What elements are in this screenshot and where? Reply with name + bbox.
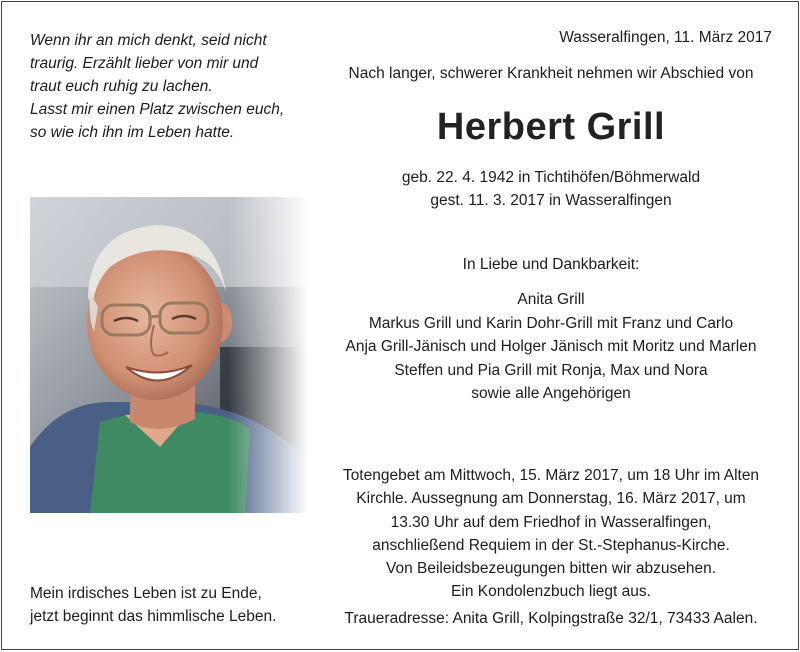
service-line: Von Beileidsbezeugungen bitten wir abzusehen. xyxy=(385,560,717,578)
obituary-notice xyxy=(1,1,799,650)
life-dates xyxy=(320,166,782,212)
birth-date: geb. 22. 4. 1942 in Tichtihöfen/Böhmerwald xyxy=(401,169,701,186)
poem-line: traurig. Erzählt lieber von mir und xyxy=(30,55,259,72)
mourner-line: Markus Grill und Karin Dohr-Grill mit Franz und Carlo xyxy=(368,314,734,332)
poem xyxy=(30,29,320,144)
poem-line: Wenn ihr an mich denkt, seid nicht xyxy=(30,32,267,49)
poem-line: traut euch ruhig zu lachen. xyxy=(30,78,213,95)
deceased-name: Herbert Grill xyxy=(436,106,666,148)
service-line: anschließend Requiem in der St.-Stephanus-Kirche. xyxy=(372,536,730,554)
service-line: Ein Kondolenzbuch liegt aus. xyxy=(451,583,651,601)
death-date: gest. 11. 3. 2017 in Wasseralfingen xyxy=(430,192,672,209)
gratitude-line: In Liebe und Dankbarkeit: xyxy=(462,256,640,273)
dateline: Wasseralfingen, 11. März 2017 xyxy=(559,29,772,46)
farewell-verse xyxy=(30,582,320,628)
mourner-line: sowie alle Angehörigen xyxy=(471,385,631,402)
intro-text: Nach langer, schwerer Krankheit nehmen wir Abschied von xyxy=(348,65,754,82)
portrait-photo xyxy=(30,197,308,513)
mourner-line: Anja Grill-Jänisch und Holger Jänisch mit Moritz und Marlen xyxy=(345,338,757,355)
poem-line: Lasst mir einen Platz zwischen euch, xyxy=(30,101,285,118)
mourners-list xyxy=(320,288,782,406)
mourner-line: Steffen und Pia Grill mit Ronja, Max und Nora xyxy=(394,361,708,379)
photo-fade xyxy=(228,197,308,513)
poem-line: so wie ich ihn im Leben hatte. xyxy=(30,124,235,141)
service-line: Kirchle. Aussegnung am Donnerstag, 16. März 2017, um xyxy=(356,490,746,508)
mourning-address: Traueradresse: Anita Grill, Kolpingstraße 32/1, 73433 Aalen. xyxy=(344,610,758,627)
farewell-line: jetzt beginnt das himmlische Leben. xyxy=(30,608,277,625)
mourner-line: Anita Grill xyxy=(517,291,585,308)
service-line: 13.30 Uhr auf dem Friedhof in Wasseralfingen, xyxy=(390,513,712,531)
service-line: Totengebet am Mittwoch, 15. März 2017, um 18 Uhr im Alten xyxy=(342,467,760,484)
announcement-column xyxy=(320,2,782,651)
service-info xyxy=(320,464,782,604)
farewell-line: Mein irdisches Leben ist zu Ende, xyxy=(30,585,262,602)
